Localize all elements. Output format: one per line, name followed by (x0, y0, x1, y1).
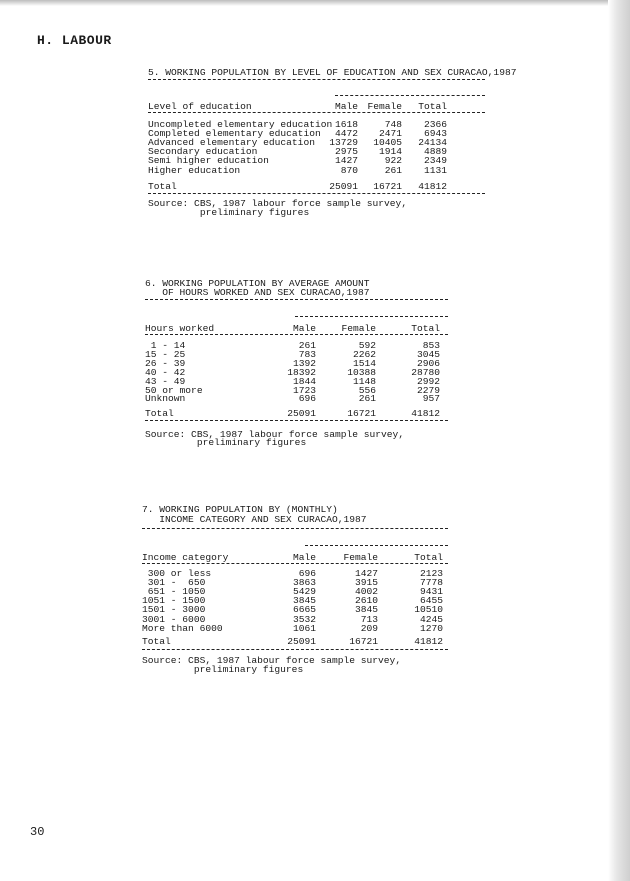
header-rule (148, 112, 485, 113)
cell-value: 1723 (292, 384, 316, 396)
cell-value: 261 (384, 164, 402, 176)
column-header: Hours worked (145, 323, 215, 334)
row-label: Secondary education (148, 146, 258, 158)
column-header: Female (367, 101, 402, 112)
cell-value: 3845 (354, 604, 378, 616)
total-value: 41812 (414, 636, 443, 647)
total-value: 16721 (349, 636, 378, 647)
cell-value: 209 (360, 622, 378, 634)
section-heading: H. LABOUR (37, 33, 112, 48)
cell-value: 6455 (419, 595, 443, 607)
column-header: Level of education (148, 101, 252, 112)
cell-value: 696 (298, 568, 316, 579)
cell-value: 2366 (423, 119, 447, 130)
row-label: Unknown (145, 393, 186, 405)
table-title: 6. WORKING POPULATION BY AVERAGE AMOUNT (145, 278, 370, 289)
table-title: 7. WORKING POPULATION BY (MONTHLY) (142, 504, 338, 515)
cell-value: 4245 (419, 613, 443, 625)
cell-value: 592 (358, 340, 376, 351)
cell-value: 261 (358, 393, 376, 405)
column-header: Total (414, 552, 443, 563)
cell-value: 783 (298, 348, 316, 360)
row-label: 15 - 25 (145, 348, 186, 360)
page-top-edge (0, 0, 630, 6)
footer-rule (142, 649, 448, 650)
total-value: 16721 (373, 181, 402, 192)
cell-value: 870 (340, 164, 358, 176)
cell-value: 3915 (354, 577, 378, 589)
total-value: 25091 (287, 408, 316, 419)
row-label: 1501 - 3000 (142, 604, 206, 616)
row-label: 26 - 39 (145, 357, 186, 369)
row-label: 43 - 49 (145, 375, 186, 387)
cell-value: 4002 (354, 586, 378, 598)
source-note: Source: CBS, 1987 labour force sample survey, (145, 429, 405, 440)
cell-value: 261 (298, 340, 316, 351)
cell-value: 2349 (423, 155, 447, 167)
cell-value: 4472 (334, 128, 358, 140)
cell-value: 1270 (419, 622, 443, 634)
title-rule (142, 528, 448, 529)
cell-value: 1148 (352, 375, 376, 387)
cell-value: 18392 (287, 366, 316, 378)
row-label: 3001 - 6000 (142, 613, 206, 625)
column-header: Total (411, 323, 440, 334)
total-label: Total (142, 636, 171, 647)
column-header: Female (343, 552, 378, 563)
row-label: 50 or more (145, 384, 203, 396)
cell-value: 713 (360, 613, 378, 625)
cell-value: 1061 (292, 622, 316, 634)
source-note: preliminary figures (142, 664, 304, 675)
header-rule (142, 563, 448, 564)
total-label: Total (145, 408, 174, 419)
cell-value: 1427 (354, 568, 378, 579)
total-value: 25091 (287, 636, 316, 647)
cell-value: 3532 (292, 613, 316, 625)
cell-value: 3045 (416, 348, 440, 360)
row-label: 300 or less (142, 568, 212, 579)
cell-value: 922 (384, 155, 402, 167)
cell-value: 1131 (423, 164, 447, 176)
source-note: preliminary figures (148, 207, 310, 218)
cell-value: 13729 (329, 137, 358, 149)
cell-value: 853 (422, 340, 440, 351)
cell-value: 3845 (292, 595, 316, 607)
table-title: OF HOURS WORKED AND SEX CURACAO,1987 (145, 287, 370, 298)
cell-value: 2610 (354, 595, 378, 607)
column-group-rule (305, 545, 448, 546)
source-note: Source: CBS, 1987 labour force sample survey, (148, 198, 408, 209)
cell-value: 24134 (418, 137, 447, 149)
cell-value: 4889 (423, 146, 447, 158)
row-label: 651 - 1050 (142, 586, 206, 598)
table-title: INCOME CATEGORY AND SEX CURACAO,1987 (142, 514, 367, 525)
total-value: 41812 (411, 408, 440, 419)
row-label: Advanced elementary education (148, 137, 315, 149)
cell-value: 1844 (292, 375, 316, 387)
cell-value: 696 (298, 393, 316, 405)
row-label: 1051 - 1500 (142, 595, 206, 607)
source-note: preliminary figures (145, 437, 307, 448)
row-label: Semi higher education (148, 155, 269, 167)
cell-value: 2279 (416, 384, 440, 396)
cell-value: 2906 (416, 357, 440, 369)
row-label: Uncompleted elementary education (148, 119, 333, 130)
column-group-rule (295, 316, 448, 317)
cell-value: 556 (358, 384, 376, 396)
total-value: 41812 (418, 181, 447, 192)
footer-rule (148, 193, 485, 194)
total-value: 25091 (329, 181, 358, 192)
cell-value: 2975 (334, 146, 358, 158)
cell-value: 2262 (352, 348, 376, 360)
column-header: Male (292, 552, 316, 563)
total-label: Total (148, 181, 177, 192)
page-number: 30 (30, 825, 45, 839)
cell-value: 28780 (411, 366, 440, 378)
footer-rule (145, 420, 448, 421)
row-label: More than 6000 (142, 622, 223, 634)
row-label: 40 - 42 (145, 366, 186, 378)
title-rule (145, 299, 448, 300)
cell-value: 1914 (378, 146, 402, 158)
cell-value: 10388 (347, 366, 376, 378)
cell-value: 748 (384, 119, 402, 130)
row-label: Completed elementary education (148, 128, 321, 140)
table-title: 5. WORKING POPULATION BY LEVEL OF EDUCATION AND SEX CURACAO,1987 (148, 67, 517, 78)
column-header: Male (334, 101, 358, 112)
cell-value: 6943 (423, 128, 447, 140)
column-group-rule (335, 95, 485, 96)
cell-value: 2471 (378, 128, 402, 140)
column-header: Total (418, 101, 447, 112)
cell-value: 2992 (416, 375, 440, 387)
row-label: 1 - 14 (145, 340, 186, 351)
total-value: 16721 (347, 408, 376, 419)
cell-value: 7778 (419, 577, 443, 589)
row-label: Higher education (148, 164, 241, 176)
title-rule (148, 79, 485, 80)
header-rule (145, 334, 448, 335)
source-note: Source: CBS, 1987 labour force sample survey, (142, 655, 402, 666)
column-header: Female (341, 323, 376, 334)
column-header: Male (292, 323, 316, 334)
cell-value: 1514 (352, 357, 376, 369)
cell-value: 2123 (419, 568, 443, 579)
cell-value: 10510 (414, 604, 443, 616)
cell-value: 6665 (292, 604, 316, 616)
cell-value: 1427 (334, 155, 358, 167)
cell-value: 1618 (334, 119, 358, 130)
cell-value: 1392 (292, 357, 316, 369)
cell-value: 957 (422, 393, 440, 405)
cell-value: 9431 (419, 586, 443, 598)
row-label: 301 - 650 (142, 577, 206, 589)
cell-value: 5429 (292, 586, 316, 598)
column-header: Income category (142, 552, 229, 563)
cell-value: 10405 (373, 137, 402, 149)
cell-value: 3863 (292, 577, 316, 589)
page-right-edge (608, 0, 630, 881)
